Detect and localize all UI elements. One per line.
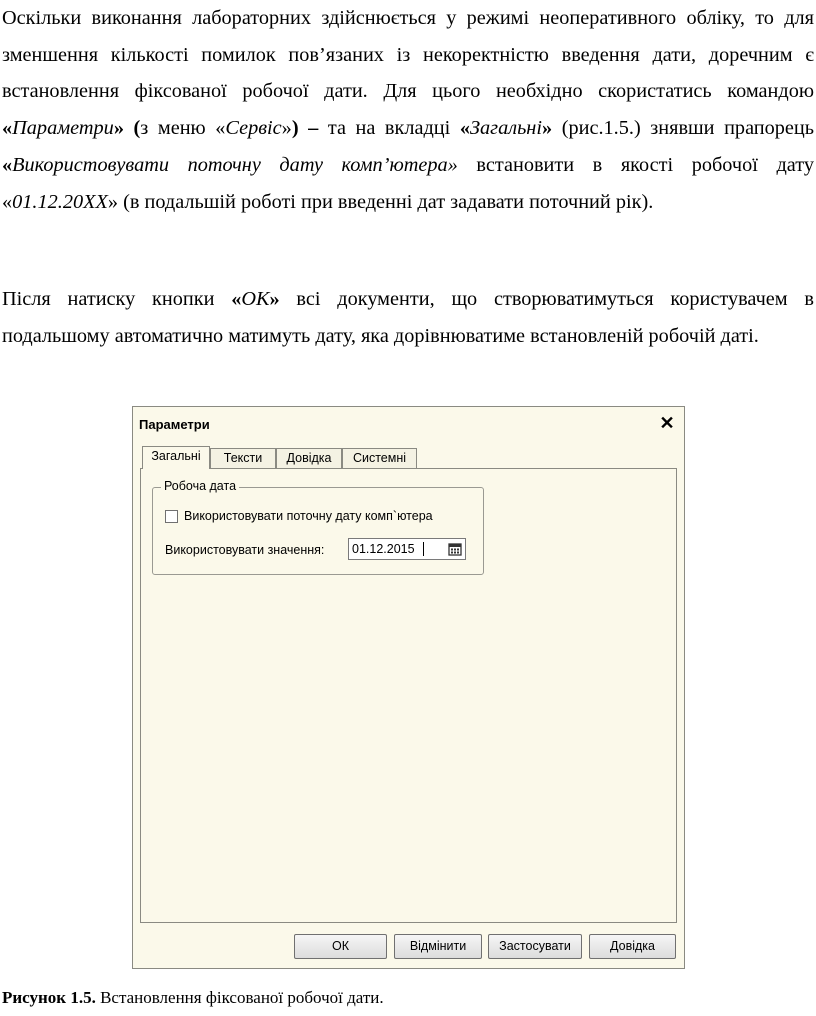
use-value-label: Використовувати значення:: [165, 543, 325, 557]
text-run: Сервіс: [225, 117, 282, 140]
apply-button[interactable]: Застосувати: [488, 934, 582, 959]
text-run: (рис.1.5.) знявши прапорець: [552, 117, 815, 140]
text-run: Параметри: [12, 117, 114, 140]
work-date-value: 01.12.2015: [352, 542, 415, 556]
text-run: та на вкладці: [318, 117, 460, 140]
paragraph-1-text: [2, 0, 814, 220]
figure-caption: [2, 988, 384, 1008]
paragraph-1: [2, 0, 814, 220]
paragraph-2-text: [2, 281, 814, 354]
text-caret: [423, 542, 424, 556]
calendar-icon[interactable]: [446, 540, 464, 558]
text-run: » (: [113, 117, 141, 140]
dialog-title: Параметри: [139, 417, 210, 432]
text-run: Оскільки виконання лабораторних здійснюється у режимі неоперативного обліку, то для зменшення кількості помилок пов’язаних із некоректністю введення дати, доречним є встановлення фіксованої робочої дати. Для цього необхідно скористатись командою: [2, 7, 814, 103]
paragraph-2: [2, 281, 814, 354]
work-date-group: [152, 479, 484, 575]
tab-general[interactable]: Загальні: [142, 446, 210, 469]
text-run: «: [231, 288, 242, 310]
tab-texts[interactable]: Тексти: [210, 448, 276, 468]
figure-caption-text: Встановлення фіксованої робочої дати.: [95, 988, 384, 1007]
text-run: »: [542, 117, 553, 140]
text-run: встановити в якості робочої дату «: [2, 153, 814, 213]
work-date-input[interactable]: [348, 538, 466, 560]
text-run: ОК: [241, 288, 270, 310]
text-run: всі документи, що створюватимуться користувачем в подальшому автоматично матимуть дату, яка дорівнюватиме встановленій робочій даті.: [2, 288, 814, 347]
text-run: з меню «: [140, 117, 226, 140]
text-run: »: [281, 117, 292, 140]
dialog-titlebar: [133, 407, 684, 441]
figure-caption-label: Рисунок 1.5.: [2, 988, 96, 1007]
tab-panel-general: [140, 468, 677, 923]
text-run: «: [2, 117, 13, 140]
close-icon[interactable]: ✕: [659, 413, 675, 433]
tab-help[interactable]: Довідка: [276, 448, 342, 468]
text-run: ) –: [291, 117, 319, 140]
text-run: 01.12.20XX: [12, 190, 108, 213]
ok-button[interactable]: ОК: [294, 934, 387, 959]
text-run: «: [459, 117, 470, 140]
use-computer-date-label: Використовувати поточну дату комп`ютера: [184, 509, 433, 523]
use-computer-date-checkbox[interactable]: [165, 510, 178, 523]
text-run: Загальні: [470, 117, 543, 140]
text-run: Після натиску кнопки: [2, 288, 232, 310]
help-button[interactable]: Довідка: [589, 934, 676, 959]
cancel-button[interactable]: Відмінити: [394, 934, 482, 959]
text-run: «: [2, 153, 13, 176]
parameters-dialog: [132, 406, 685, 969]
text-run: »: [269, 288, 280, 310]
text-run: » (в подальшій роботі при введенні дат задавати поточний рік).: [107, 190, 654, 213]
work-date-group-label: Робоча дата: [161, 479, 239, 493]
text-run: Використовувати поточну дату комп’ютера»: [12, 153, 458, 176]
tab-system[interactable]: Системні: [342, 448, 417, 468]
